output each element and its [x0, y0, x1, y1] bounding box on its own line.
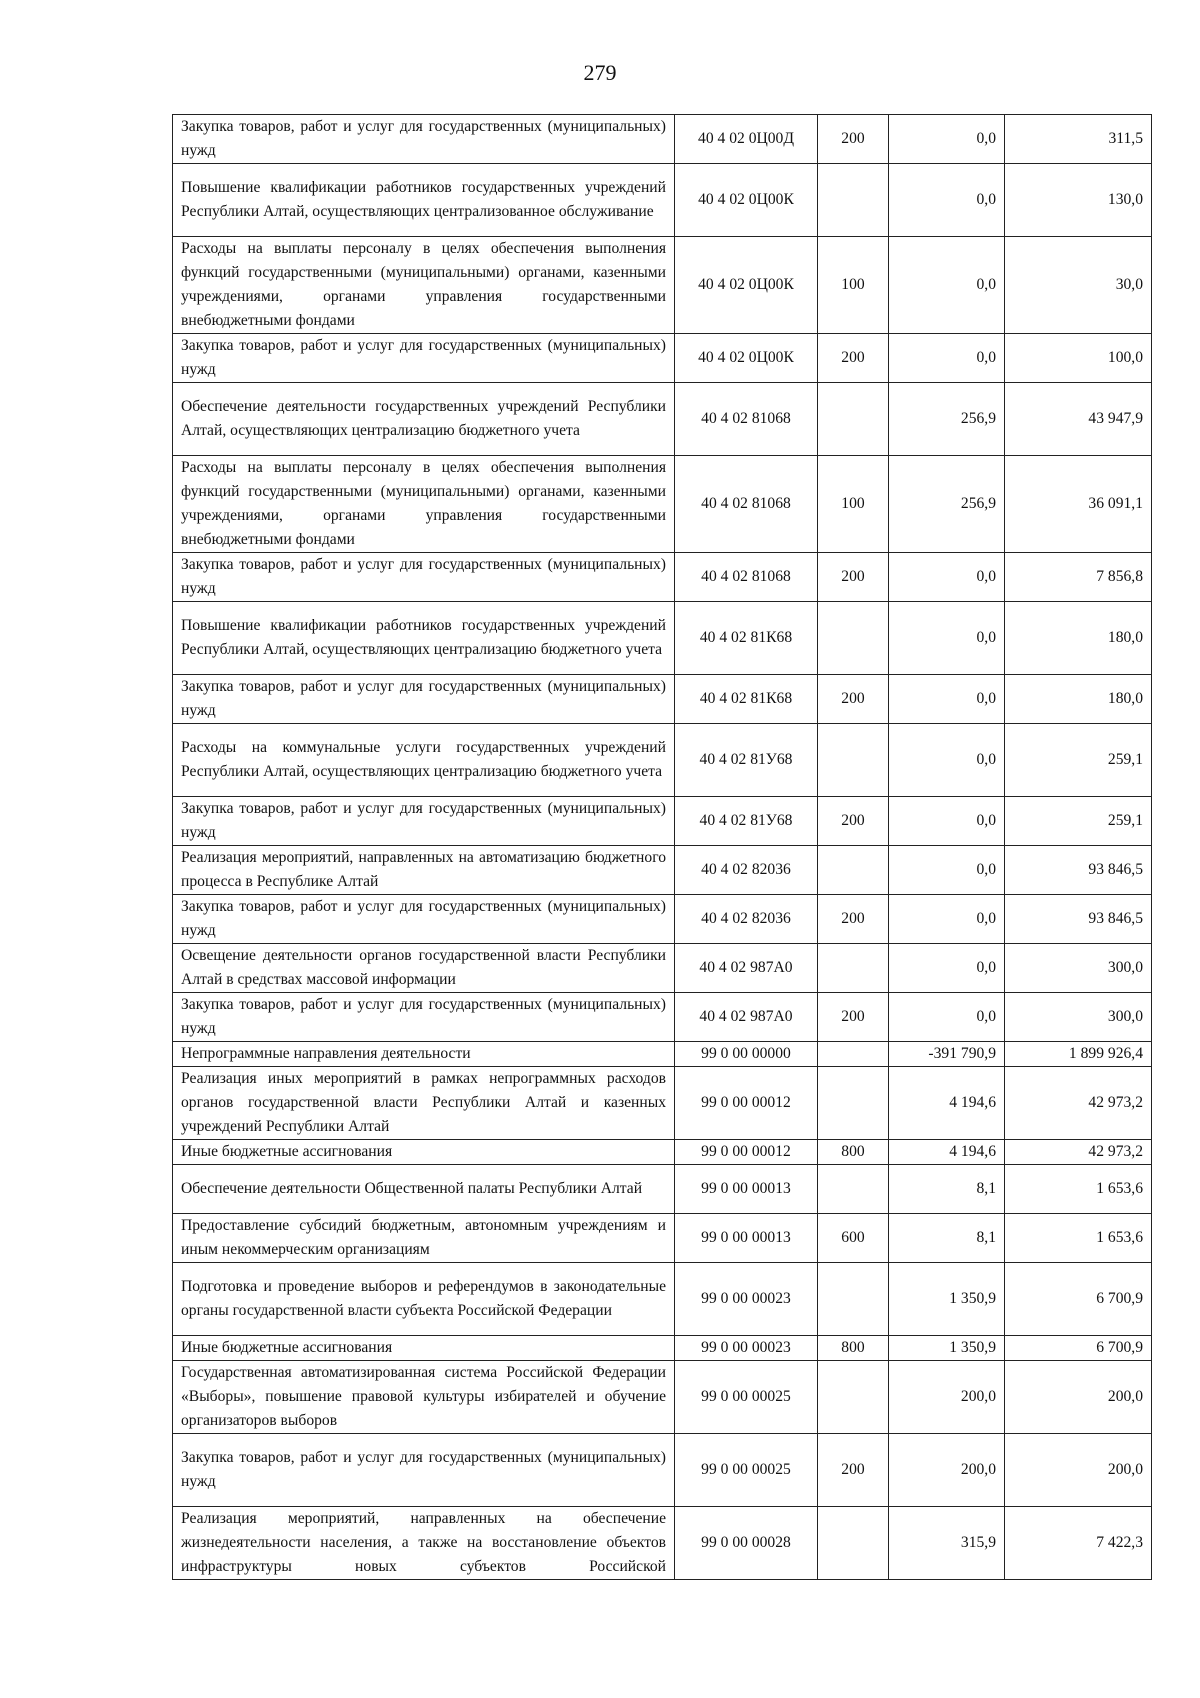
row-description: Расходы на коммунальные услуги государственных учреждений Республики Алтай, осуществляющих централизацию бюджетного учета [173, 724, 675, 797]
row-description: Предоставление субсидий бюджетным, автономным учреждениям и иным некоммерческим организациям [173, 1214, 675, 1263]
row-amount-change: 0,0 [889, 993, 1005, 1042]
table-row [173, 1361, 1152, 1434]
row-amount-change: 200,0 [889, 1361, 1005, 1434]
row-amount-total: 259,1 [1005, 724, 1152, 797]
row-description: Расходы на выплаты персоналу в целях обеспечения выполнения функций государственными (муниципальными) органами, казенными учреждениями, органами управления государственными внебюджетными фондами [173, 237, 675, 334]
row-amount-total: 36 091,1 [1005, 456, 1152, 553]
row-target-code: 99 0 00 00000 [675, 1042, 818, 1067]
row-amount-total: 1 899 926,4 [1005, 1042, 1152, 1067]
table-row [173, 993, 1152, 1042]
row-target-code: 40 4 02 81У68 [675, 797, 818, 846]
row-description: Освещение деятельности органов государственной власти Республики Алтай в средствах массовой информации [173, 944, 675, 993]
row-description: Непрограммные направления деятельности [173, 1042, 675, 1067]
row-description: Закупка товаров, работ и услуг для государственных (муниципальных) нужд [173, 1434, 675, 1507]
row-amount-total: 42 973,2 [1005, 1067, 1152, 1140]
row-expense-type: 800 [818, 1336, 889, 1361]
row-amount-change: 8,1 [889, 1214, 1005, 1263]
row-description: Реализация мероприятий, направленных на обеспечение жизнедеятельности населения, а также на восстановление объектов инфраструктуры новых субъектов Российской [173, 1507, 675, 1580]
row-amount-total: 6 700,9 [1005, 1263, 1152, 1336]
row-expense-type [818, 383, 889, 456]
row-description: Закупка товаров, работ и услуг для государственных (муниципальных) нужд [173, 895, 675, 944]
table-row [173, 553, 1152, 602]
row-target-code: 99 0 00 00025 [675, 1434, 818, 1507]
row-description: Повышение квалификации работников государственных учреждений Республики Алтай, осуществляющих централизацию бюджетного учета [173, 602, 675, 675]
row-amount-total: 300,0 [1005, 944, 1152, 993]
row-description: Государственная автоматизированная система Российской Федерации «Выборы», повышение правовой культуры избирателей и обучение организаторов выборов [173, 1361, 675, 1434]
row-amount-change: -391 790,9 [889, 1042, 1005, 1067]
row-expense-type: 200 [818, 895, 889, 944]
row-expense-type [818, 724, 889, 797]
row-expense-type [818, 1263, 889, 1336]
table-row [173, 602, 1152, 675]
row-target-code: 40 4 02 0Ц00К [675, 237, 818, 334]
row-description: Обеспечение деятельности Общественной палаты Республики Алтай [173, 1165, 675, 1214]
row-amount-change: 1 350,9 [889, 1336, 1005, 1361]
row-target-code: 40 4 02 82036 [675, 895, 818, 944]
table-row [173, 1067, 1152, 1140]
row-expense-type: 200 [818, 553, 889, 602]
row-description: Обеспечение деятельности государственных учреждений Республики Алтай, осуществляющих централизацию бюджетного учета [173, 383, 675, 456]
row-target-code: 40 4 02 0Ц00К [675, 164, 818, 237]
row-description: Закупка товаров, работ и услуг для государственных (муниципальных) нужд [173, 553, 675, 602]
row-description: Подготовка и проведение выборов и референдумов в законодательные органы государственной власти субъекта Российской Федерации [173, 1263, 675, 1336]
row-target-code: 99 0 00 00013 [675, 1214, 818, 1263]
row-target-code: 99 0 00 00023 [675, 1263, 818, 1336]
table-row [173, 1263, 1152, 1336]
row-target-code: 40 4 02 81068 [675, 553, 818, 602]
row-amount-change: 0,0 [889, 797, 1005, 846]
row-expense-type: 200 [818, 675, 889, 724]
row-amount-total: 100,0 [1005, 334, 1152, 383]
row-expense-type [818, 164, 889, 237]
row-amount-total: 300,0 [1005, 993, 1152, 1042]
row-expense-type: 600 [818, 1214, 889, 1263]
row-amount-total: 1 653,6 [1005, 1165, 1152, 1214]
row-expense-type: 200 [818, 797, 889, 846]
row-target-code: 99 0 00 00025 [675, 1361, 818, 1434]
table-row [173, 115, 1152, 164]
row-amount-total: 180,0 [1005, 675, 1152, 724]
row-amount-total: 6 700,9 [1005, 1336, 1152, 1361]
row-amount-total: 42 973,2 [1005, 1140, 1152, 1165]
row-description: Закупка товаров, работ и услуг для государственных (муниципальных) нужд [173, 334, 675, 383]
page-number: 279 [583, 60, 617, 85]
row-amount-change: 0,0 [889, 334, 1005, 383]
row-amount-change: 4 194,6 [889, 1140, 1005, 1165]
row-target-code: 99 0 00 00012 [675, 1140, 818, 1165]
row-expense-type [818, 944, 889, 993]
row-target-code: 40 4 02 0Ц00К [675, 334, 818, 383]
row-target-code: 40 4 02 81068 [675, 383, 818, 456]
table-row [173, 1507, 1152, 1580]
row-expense-type: 200 [818, 993, 889, 1042]
row-amount-total: 1 653,6 [1005, 1214, 1152, 1263]
row-amount-change: 0,0 [889, 895, 1005, 944]
row-amount-total: 311,5 [1005, 115, 1152, 164]
table-row [173, 1042, 1152, 1067]
row-expense-type: 100 [818, 237, 889, 334]
row-amount-total: 93 846,5 [1005, 895, 1152, 944]
row-amount-change: 0,0 [889, 602, 1005, 675]
row-target-code: 40 4 02 0Ц00Д [675, 115, 818, 164]
row-target-code: 99 0 00 00023 [675, 1336, 818, 1361]
row-target-code: 99 0 00 00013 [675, 1165, 818, 1214]
table-row [173, 164, 1152, 237]
row-expense-type [818, 602, 889, 675]
row-description: Закупка товаров, работ и услуг для государственных (муниципальных) нужд [173, 675, 675, 724]
row-description: Расходы на выплаты персоналу в целях обеспечения выполнения функций государственными (муниципальными) органами, казенными учреждениями, органами управления государственными внебюджетными фондами [173, 456, 675, 553]
table-row [173, 1434, 1152, 1507]
row-expense-type: 200 [818, 334, 889, 383]
row-amount-total: 7 422,3 [1005, 1507, 1152, 1580]
table-row [173, 944, 1152, 993]
table-row [173, 895, 1152, 944]
row-amount-total: 130,0 [1005, 164, 1152, 237]
row-amount-change: 0,0 [889, 164, 1005, 237]
table-row [173, 1165, 1152, 1214]
table-row [173, 1336, 1152, 1361]
row-expense-type [818, 1361, 889, 1434]
row-description: Реализация мероприятий, направленных на автоматизацию бюджетного процесса в Республике Алтай [173, 846, 675, 895]
row-description: Реализация иных мероприятий в рамках непрограммных расходов органов государственной власти Республики Алтай и казенных учреждений Республики Алтай [173, 1067, 675, 1140]
table-row [173, 724, 1152, 797]
row-expense-type [818, 846, 889, 895]
row-target-code: 99 0 00 00012 [675, 1067, 818, 1140]
row-expense-type [818, 1165, 889, 1214]
row-amount-change: 315,9 [889, 1507, 1005, 1580]
row-description: Закупка товаров, работ и услуг для государственных (муниципальных) нужд [173, 797, 675, 846]
budget-table-body [173, 115, 1152, 1580]
table-row [173, 675, 1152, 724]
table-row [173, 846, 1152, 895]
row-amount-total: 200,0 [1005, 1434, 1152, 1507]
row-expense-type: 100 [818, 456, 889, 553]
row-amount-total: 200,0 [1005, 1361, 1152, 1434]
row-amount-change: 0,0 [889, 724, 1005, 797]
table-row [173, 797, 1152, 846]
row-expense-type: 200 [818, 115, 889, 164]
row-expense-type [818, 1042, 889, 1067]
row-amount-change: 0,0 [889, 675, 1005, 724]
row-amount-total: 180,0 [1005, 602, 1152, 675]
table-row [173, 1140, 1152, 1165]
row-target-code: 40 4 02 81068 [675, 456, 818, 553]
row-target-code: 40 4 02 81У68 [675, 724, 818, 797]
row-amount-total: 259,1 [1005, 797, 1152, 846]
row-description: Закупка товаров, работ и услуг для государственных (муниципальных) нужд [173, 993, 675, 1042]
row-target-code: 99 0 00 00028 [675, 1507, 818, 1580]
row-target-code: 40 4 02 987А0 [675, 944, 818, 993]
row-expense-type: 800 [818, 1140, 889, 1165]
row-amount-change: 0,0 [889, 115, 1005, 164]
table-row [173, 334, 1152, 383]
row-amount-change: 0,0 [889, 944, 1005, 993]
row-target-code: 40 4 02 81К68 [675, 602, 818, 675]
row-amount-total: 30,0 [1005, 237, 1152, 334]
row-amount-change: 0,0 [889, 553, 1005, 602]
row-amount-total: 7 856,8 [1005, 553, 1152, 602]
row-amount-total: 43 947,9 [1005, 383, 1152, 456]
row-target-code: 40 4 02 81К68 [675, 675, 818, 724]
row-amount-change: 0,0 [889, 237, 1005, 334]
row-amount-change: 1 350,9 [889, 1263, 1005, 1336]
row-amount-total: 93 846,5 [1005, 846, 1152, 895]
row-target-code: 40 4 02 82036 [675, 846, 818, 895]
row-target-code: 40 4 02 987А0 [675, 993, 818, 1042]
row-description: Иные бюджетные ассигнования [173, 1336, 675, 1361]
row-expense-type: 200 [818, 1434, 889, 1507]
table-row [173, 383, 1152, 456]
row-amount-change: 256,9 [889, 383, 1005, 456]
table-row [173, 456, 1152, 553]
table-row [173, 1214, 1152, 1263]
row-amount-change: 4 194,6 [889, 1067, 1005, 1140]
table-row [173, 237, 1152, 334]
row-amount-change: 0,0 [889, 846, 1005, 895]
row-amount-change: 200,0 [889, 1434, 1005, 1507]
row-description: Иные бюджетные ассигнования [173, 1140, 675, 1165]
row-expense-type [818, 1067, 889, 1140]
row-description: Закупка товаров, работ и услуг для государственных (муниципальных) нужд [173, 115, 675, 164]
row-amount-change: 256,9 [889, 456, 1005, 553]
row-expense-type [818, 1507, 889, 1580]
row-amount-change: 8,1 [889, 1165, 1005, 1214]
budget-table [172, 114, 1152, 1580]
row-description: Повышение квалификации работников государственных учреждений Республики Алтай, осуществляющих централизованное обслуживание [173, 164, 675, 237]
